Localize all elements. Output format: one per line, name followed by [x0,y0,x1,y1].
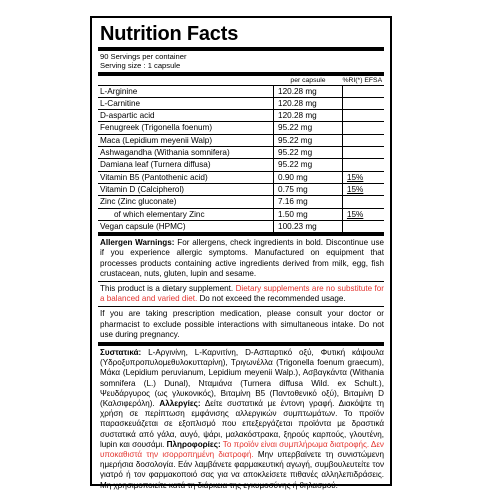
table-row [98,85,384,97]
nutrient-name: of which elementary Zinc [98,208,274,220]
supplement-text-b: Do not exceed the recommended usage. [197,294,346,304]
nutrient-ri [342,122,384,134]
allergen-section [98,236,384,281]
nutrient-amount: 95.22 mg [274,147,343,159]
servings-per-container: 90 Servings per container [100,52,187,61]
greek-ingredients-heading: Συστατικά: [100,347,142,357]
table-header-row [98,76,384,86]
nutrient-amount: 120.28 mg [274,85,343,97]
greek-supplement-warning: Το προϊόν είναι συμπλήρωμα διατροφής. Δεν υποκαθιστά την ισορροπημένη διατροφή. [100,439,384,460]
nutrient-amount: 120.28 mg [274,97,343,109]
table-row [98,110,384,122]
serving-info [98,51,384,72]
table-row [98,147,384,159]
header-per-capsule: per capsule [290,76,326,84]
medication-section: If you are taking prescription medication, please consult your doctor or pharmacist to exclude possible interactions with simultaneous intake. Do not use during pregnancy. [100,309,384,339]
nutrient-ri: 15% [342,171,384,183]
supplement-section [98,282,384,306]
nutrient-amount: 1.50 mg [274,208,343,220]
table-row [98,159,384,171]
nutrient-ri [342,159,384,171]
nutrient-name: Maca (Lepidium meyenii Walp) [98,134,274,146]
table-row [98,208,384,220]
table-row [98,122,384,134]
nutrient-name: Vitamin D (Calcipherol) [98,183,274,195]
nutrient-ri [342,196,384,208]
greek-info-heading: Πληροφορίες: [166,439,221,449]
greek-ingredients-text: L-Αργινίνη, L-Καρνιτίνη, D-Ασπαρτικό οξύ, Φυτική κάψουλα (Υδροξυπροπυλομεθυλοκυτταρίνη), Τριγωνέλλα (Trigonella foenum graecum), Μάκα (Lepidium peruvianum, Lepidium meyenii Walp.), Ασβαγκάντα (Withania somnifera (L.) Dunal), Νταμιάνα (Turnera diffusa Wild. ex Schult.), Ψευδάργυρος (ως γλυκονικός), Βιταμίνη Β5 (Παντοθενικό οξύ), Βιταμίνη D (Καλσιφερόλη). [100,347,384,408]
header-blank [98,76,274,86]
label-title: Nutrition Facts [100,23,239,45]
table-row [98,183,384,195]
nutrient-name: Vegan capsule (HPMC) [98,220,274,232]
allergen-heading: Allergen Warnings: [100,238,175,248]
nutrient-amount: 120.28 mg [274,110,343,122]
greek-section [98,346,384,493]
nutrient-ri [342,110,384,122]
nutrient-amount: 100.23 mg [274,220,343,232]
greek-info-text: Μην υπερβαίνετε τη συνιστώμενη ημερήσια δοσολογία. Εάν λαμβάνετε φαρμακευτική αγωγή, συμβουλευτείτε τον γιατρό ή τον φαρμακοποιό σας για να αποκλείσετε πιθανές αλληλεπιδράσεις. Μη χρησιμοποιείτε κατά τη διάρκεια της εγκυμοσύνης ή θηλασμού. [100,450,384,490]
nutrient-name: Ashwagandha (Withania somnifera) [98,147,274,159]
table-row [98,220,384,232]
nutrient-ri: 15% [342,208,384,220]
nutrient-name: L-Arginine [98,85,274,97]
supplement-warning: Dietary supplements are no substitute for a balanced and varied diet. [100,283,384,304]
header-ri: %RI(*) EFSA [342,76,383,84]
nutrient-name: Zinc (Zinc gluconate) [98,196,274,208]
table-row [98,171,384,183]
nutrient-name: Fenugreek (Trigonella foenum) [98,122,274,134]
greek-allergy-heading: Αλλεργίες: [159,399,201,408]
nutrient-name: Vitamin B5 (Pantothenic acid) [98,171,274,183]
nutrition-table [98,76,384,233]
allergen-text: For allergens, check ingredients in bold. Discontinue use if you experience allergic symptoms. Manufactured on equipment that processes products containing active ingredients derived from milk, egg, fish crustacean, nuts, gluten, lupin and sesame. [100,238,384,278]
nutrient-ri [342,97,384,109]
supplement-text-a: This product is a dietary supplement. [100,283,236,293]
table-body [98,85,384,232]
nutrient-name: Damiana leaf (Turnera diffusa) [98,159,274,171]
nutrient-name: L-Carnitine [98,97,274,109]
nutrient-ri [342,134,384,146]
nutrient-name: D-aspartic acid [98,110,274,122]
table-row [98,134,384,146]
nutrient-amount: 0.75 mg [274,183,343,195]
nutrient-ri [342,220,384,232]
nutrient-amount: 95.22 mg [274,122,343,134]
nutrient-ri: 15% [342,183,384,195]
nutrient-amount: 95.22 mg [274,134,343,146]
table-row [98,196,384,208]
serving-size: Serving size : 1 capsule [100,60,181,70]
greek-allergy-text: Δείτε συστατικά με έντονη γραφή. Διακόψτε τη χρήση σε περίπτωση εμφάνισης αλλεργικών συμπτωμάτων. Το προϊόν παρασκευάζεται σε εξοπλισμό που επεξεργάζεται προϊόντα με δραστικά συστατικά από γάλα, αυγό, ψάρι, μαλακόστρακα, ξηρούς καρπούς, γλουτένη, lupin και σουσάμι. [100,399,384,449]
table-row [98,97,384,109]
nutrient-ri [342,85,384,97]
nutrient-amount: 0.90 mg [274,171,343,183]
nutrient-amount: 7.16 mg [274,196,343,208]
nutrient-ri [342,147,384,159]
nutrition-label [90,16,392,490]
nutrient-amount: 95.22 mg [274,159,343,171]
